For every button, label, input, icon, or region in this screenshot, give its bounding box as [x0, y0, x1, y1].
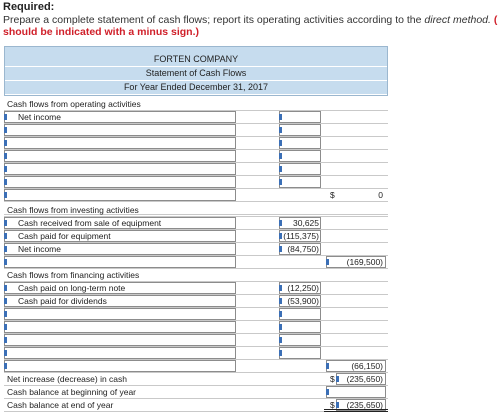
operating-net-income-label: Net income: [18, 112, 61, 122]
statement-period: For Year Ended December 31, 2017: [4, 81, 388, 94]
net-change-label: Net increase (decrease) in cash: [7, 374, 128, 384]
financing-row-1: [4, 282, 388, 295]
operating-label-input-3[interactable]: [4, 137, 236, 149]
financing-row-2: [4, 295, 388, 308]
cash-flow-worksheet: [4, 46, 501, 412]
statement-title: Statement of Cash Flows: [4, 67, 388, 80]
investing-total-label-input[interactable]: [4, 256, 236, 268]
operating-amount-input-2[interactable]: [279, 124, 321, 136]
operating-subtotal-value: 0: [378, 190, 383, 200]
financing-amount-input-4[interactable]: [279, 321, 321, 333]
investing-item-1-label: Cash received from sale of equipment: [18, 218, 162, 228]
required-heading: Required:: [3, 1, 55, 13]
financing-item-1-label: Cash paid on long-term note: [18, 283, 126, 293]
beginning-balance-label: Cash balance at beginning of year: [7, 387, 137, 397]
financing-total-label-input[interactable]: [4, 360, 236, 372]
operating-row-4: [4, 150, 388, 163]
investing-item-3-label: Net income: [18, 244, 61, 254]
operating-row-5: [4, 163, 388, 176]
operating-label-input-6[interactable]: [4, 176, 236, 188]
ending-balance-value: (235,650): [346, 400, 383, 410]
operating-subtotal-label-input[interactable]: [4, 189, 236, 201]
financing-amount-input-5[interactable]: [279, 334, 321, 346]
net-change-row: [4, 373, 388, 386]
financing-row-4: [4, 321, 388, 334]
financing-row-6: [4, 347, 388, 360]
operating-amount-input-4[interactable]: [279, 150, 321, 162]
operating-amount-input-1[interactable]: [279, 111, 321, 123]
beginning-balance-row: [4, 386, 388, 399]
investing-heading-row: [4, 204, 388, 217]
investing-total-row: [4, 256, 388, 269]
investing-row-2: [4, 230, 388, 243]
financing-label-input-4[interactable]: [4, 321, 236, 333]
operating-subtotal-row: [4, 189, 388, 202]
net-change-value: (235,650): [346, 374, 383, 384]
financing-row-3: [4, 308, 388, 321]
financing-label-input-5[interactable]: [4, 334, 236, 346]
direct-method-text: direct method.: [424, 14, 491, 26]
financing-amount-input-6[interactable]: [279, 347, 321, 359]
investing-heading: Cash flows from investing activities: [7, 205, 139, 215]
operating-heading-row: [4, 98, 388, 111]
beginning-balance-input[interactable]: [326, 386, 386, 398]
financing-label-input-6[interactable]: [4, 347, 236, 359]
operating-label-input-2[interactable]: [4, 124, 236, 136]
financing-total-value: (66,150): [351, 361, 383, 371]
investing-total-value: (169,500): [346, 257, 383, 267]
ending-balance-label: Cash balance at end of year: [7, 400, 114, 410]
investing-item-1-value: 30,625: [293, 218, 319, 228]
financing-heading: Cash flows from financing activities: [7, 270, 140, 280]
operating-row-2: [4, 124, 388, 137]
investing-row-1: [4, 217, 388, 230]
financing-label-input-3[interactable]: [4, 308, 236, 320]
investing-item-2-label: Cash paid for equipment: [18, 231, 111, 241]
financing-item-1-value: (12,250): [287, 283, 319, 293]
investing-item-2-value: (115,375): [283, 231, 319, 241]
operating-amount-input-6[interactable]: [279, 176, 321, 188]
instruction-line-2: should be indicated with a minus sign.): [3, 26, 200, 38]
net-change-currency: $: [330, 374, 335, 384]
ending-balance-currency: $: [330, 400, 335, 410]
instruction-red-start: (: [490, 14, 498, 26]
financing-item-2-label: Cash paid for dividends: [18, 296, 107, 306]
instruction-text: Prepare a complete statement of cash flows; report its operating activities according to the: [3, 14, 425, 26]
double-underline: [324, 409, 388, 412]
financing-amount-input-3[interactable]: [279, 308, 321, 320]
operating-subtotal-currency: $: [330, 190, 335, 200]
investing-row-3: [4, 243, 388, 256]
operating-row-3: [4, 137, 388, 150]
financing-item-2-value: (53,900): [287, 296, 319, 306]
operating-amount-input-3[interactable]: [279, 137, 321, 149]
operating-amount-input-5[interactable]: [279, 163, 321, 175]
company-name: FORTEN COMPANY: [4, 53, 388, 66]
operating-heading: Cash flows from operating activities: [7, 99, 141, 109]
operating-row-6: [4, 176, 388, 189]
operating-label-input-4[interactable]: [4, 150, 236, 162]
financing-total-row: [4, 360, 388, 373]
operating-net-income-row: [4, 111, 388, 124]
instruction-line-1: [3, 14, 497, 26]
investing-item-3-value: (84,750): [287, 244, 319, 254]
financing-heading-row: [4, 269, 388, 282]
financing-row-5: [4, 334, 388, 347]
operating-label-input-5[interactable]: [4, 163, 236, 175]
header-strip: [4, 46, 388, 53]
